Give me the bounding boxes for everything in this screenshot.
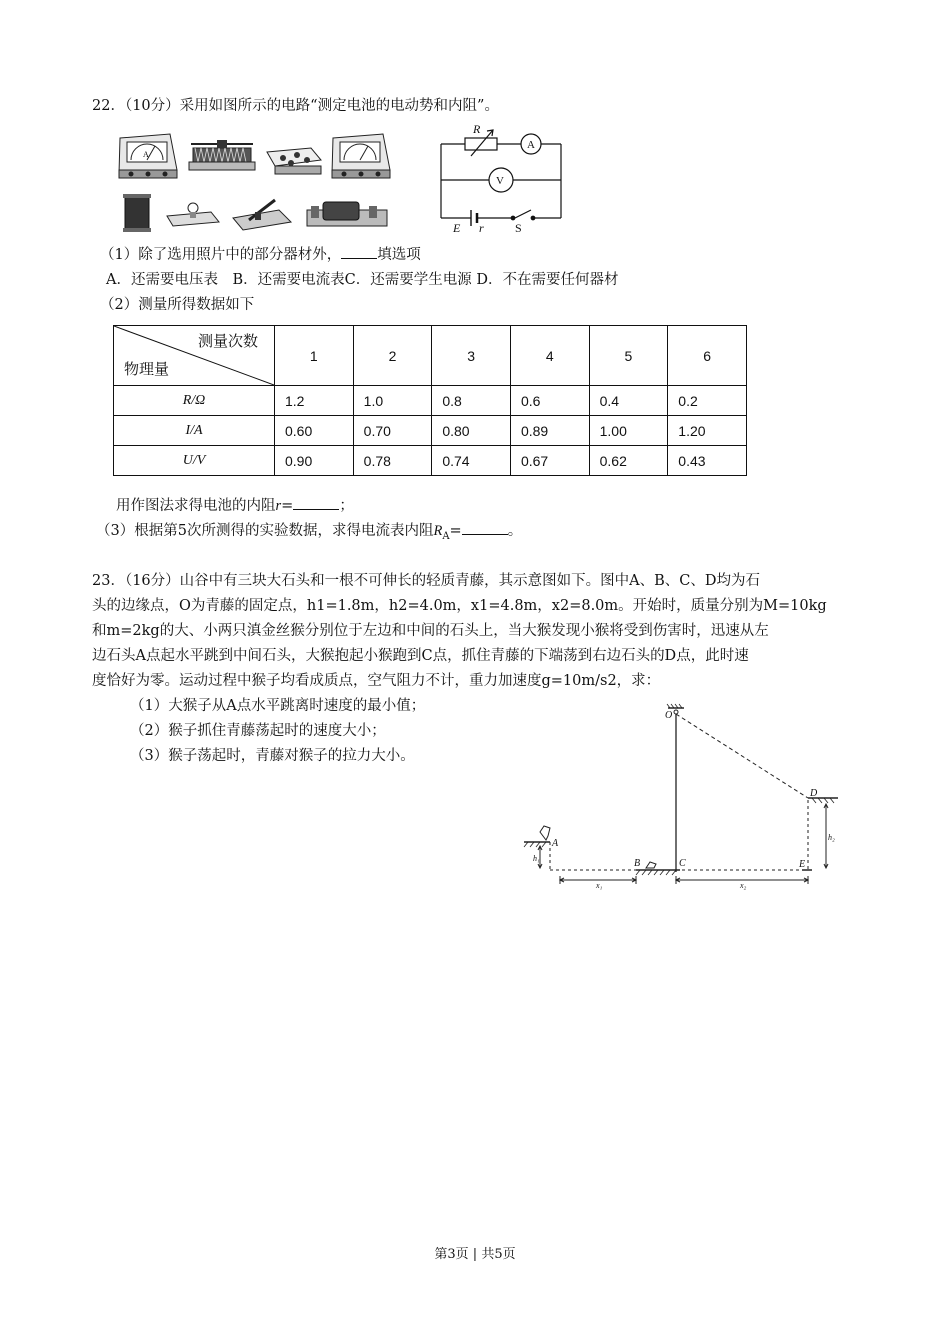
column-header-1: 1: [275, 326, 354, 386]
table-cell: 1.00: [589, 416, 668, 446]
q23-line1: 23．（16分）山谷中有三块大石头和一根不可伸长的轻质青藤，其示意图如下。图中A、B、C、D均为石: [92, 573, 760, 589]
table-cell: 0.78: [353, 446, 432, 476]
svg-text:A: A: [552, 838, 559, 849]
table-cell: 1.2: [275, 386, 354, 416]
svg-text:B: B: [634, 858, 641, 869]
table-header-row: [114, 326, 747, 386]
svg-text:E: E: [453, 221, 461, 233]
q23-line3: 和m=2kg的大、小两只滇金丝猴分别位于左边和中间的石头上，当大猴发现小猴将受到伤害时，迅速从左: [92, 623, 769, 639]
table-cell: 1.0: [353, 386, 432, 416]
bulb-image: [167, 203, 219, 226]
q23-line5: 度恰好为零。运动过程中猴子均看成质点，空气阻力不计，重力加速度g=10m/s2，求：: [92, 673, 661, 689]
table-cell: 0.4: [589, 386, 668, 416]
svg-text:x₂: x₂: [740, 881, 747, 890]
table-cell: 1.20: [668, 416, 747, 446]
svg-text:C: C: [679, 858, 686, 869]
q22-part2: （2）测量所得数据如下: [100, 297, 255, 313]
rheostat-image: [189, 140, 255, 170]
table-corner-cell: 测量次数 物理量: [114, 326, 275, 386]
svg-text:V: V: [496, 175, 504, 187]
table-cell: 0.8: [432, 386, 511, 416]
table-cell: 0.89: [510, 416, 589, 446]
switch-symbol: [515, 210, 531, 218]
svg-text:R: R: [473, 122, 481, 136]
row-label: R/Ω: [114, 386, 275, 416]
q23-sub1: （1）大猴子从A点水平跳离时速度的最小值；: [130, 698, 426, 714]
svg-text:r: r: [479, 221, 484, 233]
column-header-5: 5: [589, 326, 668, 386]
table-cell: 0.70: [353, 416, 432, 446]
svg-text:x₁: x₁: [596, 881, 603, 890]
svg-text:h₁: h₁: [533, 854, 540, 863]
voltmeter-image: [332, 134, 390, 178]
q22-title: 22．（10分）采用如图所示的电路“测定电池的电动势和内阻”。: [92, 98, 499, 114]
q23-sub2: （2）猴子抓住青藤荡起时的速度大小；: [130, 723, 386, 739]
table-cell: 0.80: [432, 416, 511, 446]
answer-blank-1[interactable]: [341, 244, 377, 259]
answer-blank-2[interactable]: [293, 495, 339, 510]
table-cell: 0.67: [510, 446, 589, 476]
circuit-diagram: [435, 118, 570, 233]
ammeter-image: [119, 134, 177, 178]
q22-part1: （1）除了选用照片中的部分器材外， 填选项: [100, 243, 421, 264]
switch-image: [233, 200, 291, 230]
column-header-2: 2: [353, 326, 432, 386]
coil-image: [123, 194, 151, 232]
column-header-3: 3: [432, 326, 511, 386]
q22-options: A．还需要电压表 B．还需要电流表C．还需要学生电源 D．不在需要任何器材: [106, 272, 619, 288]
q23-line4: 边石头A点起水平跳到中间石头，大猴抱起小猴跑到C点，抓住青藤的下端荡到右边石头的D点，此时速: [92, 648, 749, 664]
data-table: [113, 325, 747, 476]
apparatus-photo: [115, 130, 395, 235]
svg-text:O: O: [665, 710, 673, 721]
q23-sub3: （3）猴子荡起时，青藤对猴子的拉力大小。: [130, 748, 415, 764]
svg-text:D: D: [810, 788, 818, 799]
answer-blank-3[interactable]: [462, 520, 508, 535]
svg-text:A: A: [143, 150, 149, 159]
table-cell: 0.2: [668, 386, 747, 416]
q22-graph-line: 用作图法求得电池的内阻r= ；: [116, 494, 354, 515]
resistance-box-image: [267, 148, 321, 174]
row-label: I/A: [114, 416, 275, 446]
page-footer: 第3页 | 共5页: [434, 1247, 516, 1262]
battery-image: [307, 202, 387, 226]
table-cell: 0.6: [510, 386, 589, 416]
table-cell: 0.60: [275, 416, 354, 446]
q22-part3: （3）根据第5次所测得的实验数据，求得电流表内阻$R_A=$ 。: [96, 519, 522, 542]
table-cell: 0.90: [275, 446, 354, 476]
svg-text:E: E: [799, 859, 806, 870]
svg-text:h₂: h₂: [828, 833, 835, 842]
q23-line2: 头的边缘点，O为青藤的固定点，h1=1.8m，h2=4.0m，x1=4.8m，x2=8.0m。开始时，质量分别为M=10kg: [92, 598, 827, 614]
row-label: U/V: [114, 446, 275, 476]
table-cell: 0.74: [432, 446, 511, 476]
table-row: [114, 446, 747, 476]
valley-figure: [520, 700, 850, 895]
table-cell: 0.62: [589, 446, 668, 476]
column-header-4: 4: [510, 326, 589, 386]
svg-text:S: S: [515, 221, 522, 233]
table-row: [114, 416, 747, 446]
column-header-6: 6: [668, 326, 747, 386]
table-cell: 0.43: [668, 446, 747, 476]
svg-text:A: A: [527, 139, 535, 151]
table-row: [114, 386, 747, 416]
